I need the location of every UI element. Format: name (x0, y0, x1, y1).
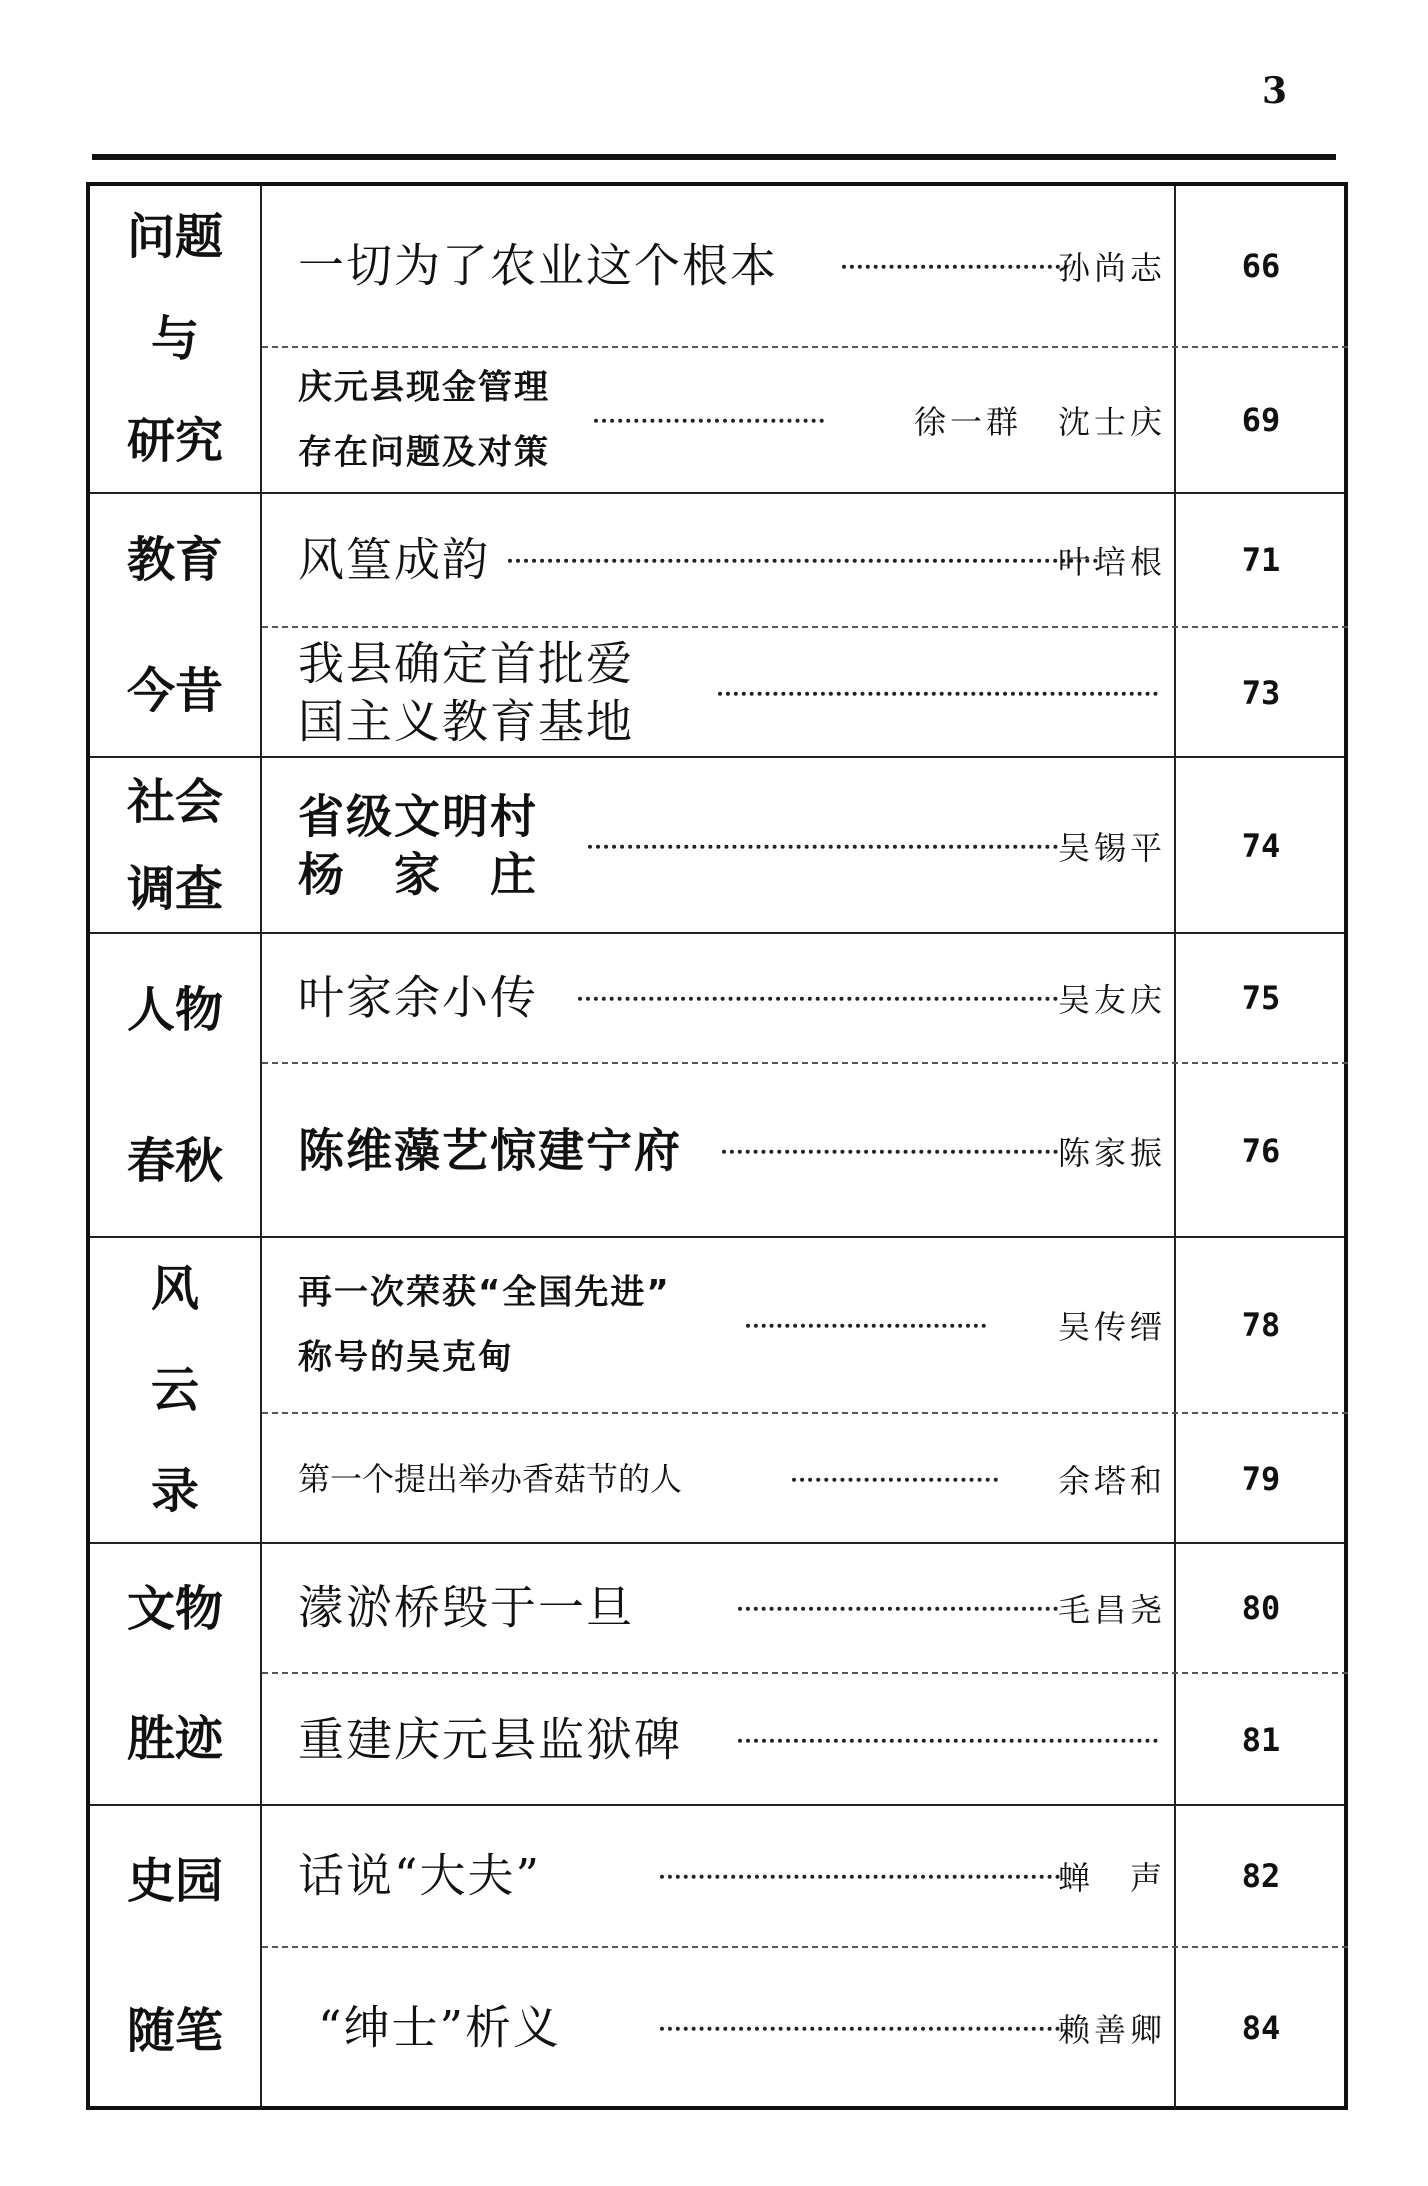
entry-author: 吴传缙 (1057, 1308, 1166, 1346)
entry-author: 孙尚志 (1057, 249, 1166, 287)
leader-dots (746, 1324, 986, 1328)
leader-dots (508, 559, 1098, 563)
toc-entry[interactable] (262, 1062, 1348, 1238)
entry-page-number: 82 (1241, 1857, 1281, 1895)
toc-entry[interactable] (262, 1238, 1348, 1412)
leader-dots (718, 692, 1158, 696)
toc-entry[interactable] (262, 758, 1348, 934)
entry-page-number: 73 (1241, 674, 1281, 712)
entry-title: 重建庆元县监狱碑 (298, 1712, 682, 1767)
toc-entry[interactable] (262, 934, 1348, 1062)
toc-entry[interactable] (262, 1672, 1348, 1806)
entry-title: 再一次荣获“全国先进” 称号的吴克甸 (298, 1272, 671, 1377)
section-label-line: 史园 (126, 1853, 223, 1909)
entry-page-number: 75 (1241, 979, 1281, 1017)
section-label-line: 与 (150, 311, 199, 367)
toc-entry[interactable] (262, 1946, 1348, 2108)
leader-dots (660, 1875, 1060, 1879)
entry-page-number: 71 (1241, 541, 1281, 579)
entry-author: 毛昌尧 (1057, 1591, 1166, 1629)
toc-entry[interactable] (262, 494, 1348, 626)
section-label-line: 今昔 (126, 662, 223, 719)
section-label-line: 教育 (126, 531, 223, 588)
leader-dots (594, 419, 824, 423)
section-label-line: 随笔 (126, 2003, 223, 2059)
section-biographies (90, 932, 1344, 1236)
section-label-line: 风 (150, 1260, 199, 1317)
toc-entry[interactable] (262, 186, 1348, 346)
section-chronicle (90, 1236, 1344, 1542)
entry-title: 一切为了农业这个根本 (298, 238, 778, 293)
toc-entry[interactable] (262, 626, 1348, 758)
leader-dots (588, 845, 1058, 849)
entry-page-number: 80 (1241, 1589, 1281, 1627)
section-social-survey (90, 756, 1344, 932)
entry-author: 蝉 声 (1057, 1859, 1166, 1897)
entry-author: 叶培根 (1057, 543, 1166, 581)
entry-title: 我县确定首批爱 国主义教育基地 (298, 636, 634, 748)
entry-page-number: 79 (1241, 1460, 1281, 1498)
entry-title: 话说“大夫” (298, 1848, 542, 1903)
leader-dots (578, 997, 1058, 1001)
entry-title: 叶家余小传 (298, 970, 538, 1025)
entry-author: 吴友庆 (1057, 981, 1166, 1019)
section-label (90, 186, 260, 492)
leader-dots (738, 1739, 1158, 1743)
entry-title: 陈维藻艺惊建宁府 (298, 1123, 682, 1178)
leader-dots (842, 265, 1068, 269)
section-label (90, 494, 260, 756)
section-label-line: 文物 (126, 1581, 223, 1637)
entry-author: 陈家振 (1057, 1134, 1166, 1172)
section-label-line: 胜迹 (126, 1711, 223, 1767)
entry-title: 第一个提出举办香菇节的人 (298, 1460, 683, 1498)
section-relics (90, 1542, 1344, 1804)
entry-title: 省级文明村 杨 家 庄 (298, 789, 538, 901)
entry-author: 吴锡平 (1057, 829, 1166, 867)
section-label-line: 研究 (126, 413, 223, 469)
section-label (90, 1238, 260, 1542)
section-label (90, 1806, 260, 2106)
leader-dots (792, 1478, 998, 1482)
section-label-line: 春秋 (126, 1132, 223, 1189)
toc-entry[interactable] (262, 1806, 1348, 1946)
section-history-essays (90, 1804, 1344, 2106)
leader-dots (660, 2027, 1060, 2031)
leader-dots (722, 1150, 1058, 1154)
entry-author: 徐一群 沈士庆 (913, 403, 1166, 441)
section-label (90, 758, 260, 932)
top-rule (92, 154, 1336, 160)
entry-title: “绅士”析义 (318, 2000, 562, 2055)
section-label-line: 调查 (126, 860, 223, 917)
entry-title: 风篁成韵 (298, 532, 490, 587)
entry-author: 赖善卿 (1057, 2011, 1166, 2049)
leader-dots (738, 1607, 1058, 1611)
section-label-line: 人物 (126, 981, 223, 1038)
entry-page-number: 66 (1241, 247, 1281, 285)
toc-entry[interactable] (262, 1544, 1348, 1672)
entry-page-number: 76 (1241, 1132, 1281, 1170)
entry-page-number: 69 (1241, 401, 1281, 439)
section-problems-research (90, 186, 1344, 492)
section-label-line: 问题 (126, 209, 223, 265)
entry-page-number: 84 (1241, 2009, 1281, 2047)
entry-page-number: 78 (1241, 1306, 1281, 1344)
section-label (90, 934, 260, 1236)
section-label-line: 云 (150, 1361, 199, 1418)
toc-entry[interactable] (262, 346, 1348, 492)
toc-entry[interactable] (262, 1412, 1348, 1544)
section-label-line: 社会 (126, 773, 223, 830)
entry-author: 余塔和 (1057, 1462, 1166, 1500)
section-education (90, 492, 1344, 756)
section-label (90, 1544, 260, 1804)
entry-title: 庆元县现金管理 存在问题及对策 (298, 367, 550, 472)
entry-page-number: 81 (1241, 1721, 1281, 1759)
entry-title: 濛淤桥毁于一旦 (298, 1580, 634, 1635)
entry-page-number: 74 (1241, 827, 1281, 865)
page-number: 3 (1262, 70, 1288, 112)
section-label-line: 录 (150, 1463, 199, 1520)
table-of-contents (86, 182, 1348, 2110)
